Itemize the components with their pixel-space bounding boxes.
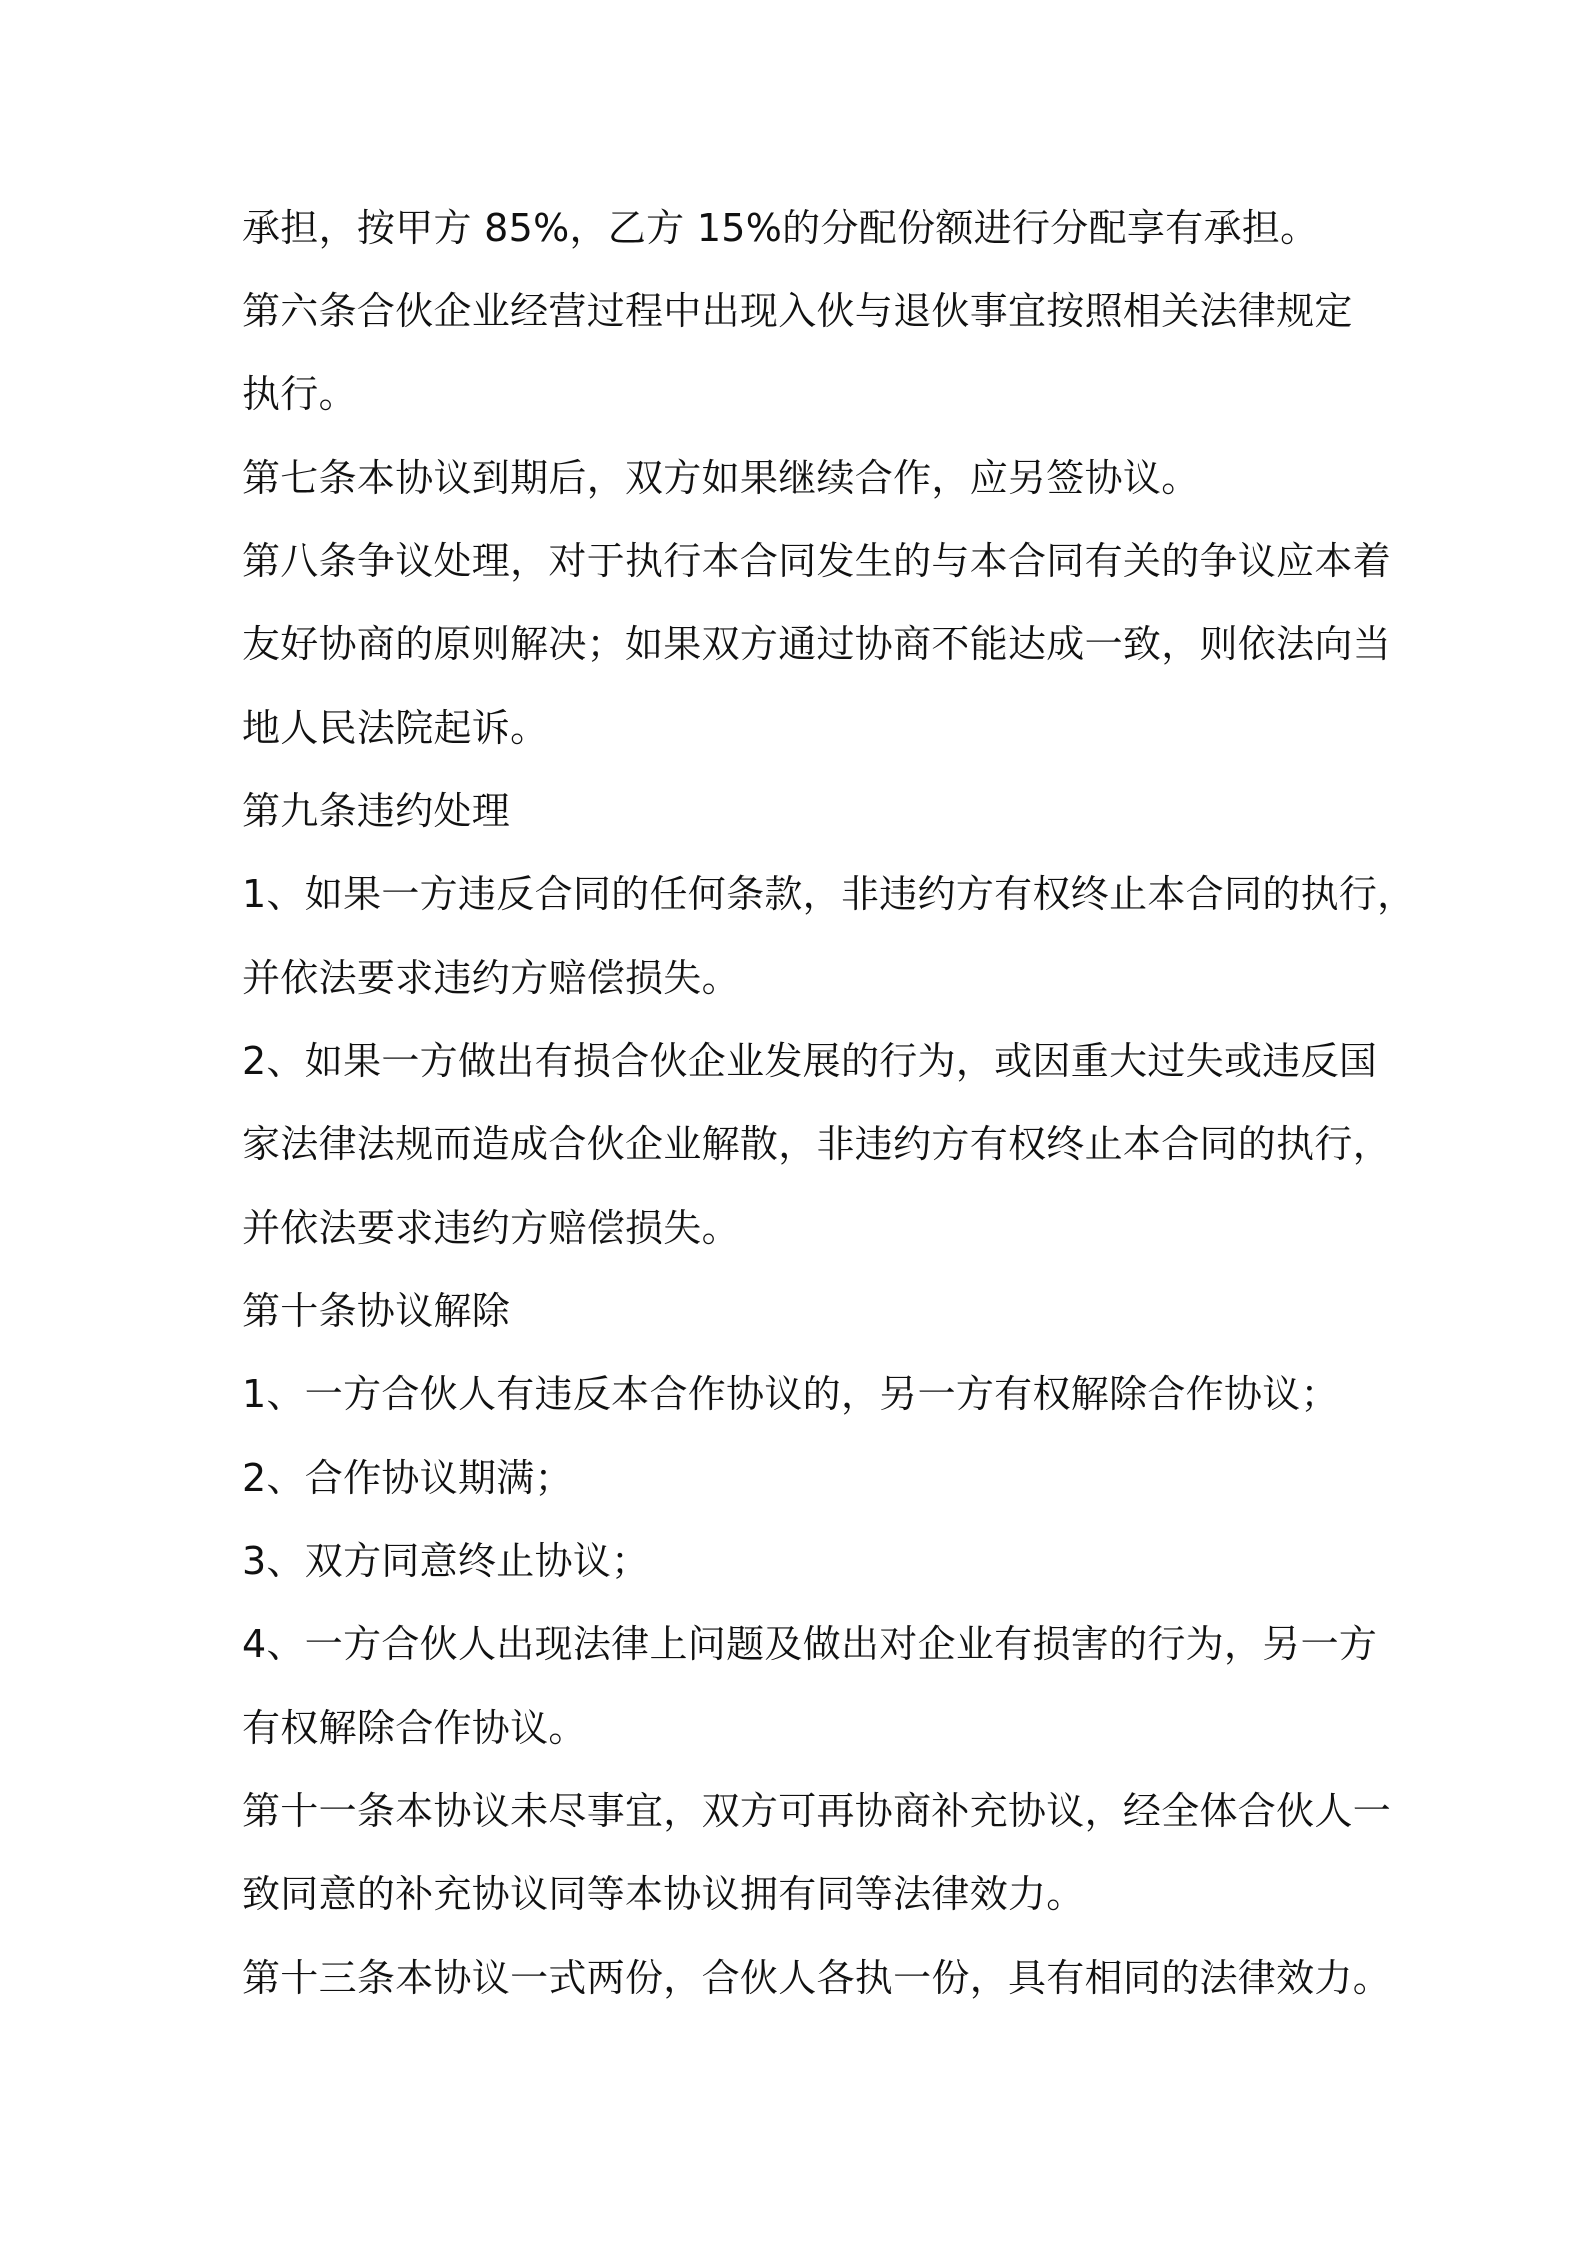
text-line: 第十条协议解除	[242, 1289, 511, 1333]
text-line: 第六条合伙企业经营过程中出现入伙与退伙事宜按照相关法律规定	[242, 289, 1353, 333]
text-line: 有权解除合作协议。	[242, 1706, 587, 1750]
text-line: 1、一方合伙人有违反本合作协议的，另一方有权解除合作协议；	[242, 1372, 1339, 1416]
text-line: 第七条本协议到期后，双方如果继续合作，应另签协议。	[242, 456, 1200, 500]
text-line: 家法律法规而造成合伙企业解散，非违约方有权终止本合同的执行，	[242, 1122, 1392, 1166]
text-line: 第十一条本协议未尽事宜，双方可再协商补充协议，经全体合伙人一	[242, 1789, 1392, 1833]
text-line: 并依法要求违约方赔偿损失。	[242, 956, 740, 1000]
text-line: 2、如果一方做出有损合伙企业发展的行为，或因重大过失或违反国	[242, 1039, 1378, 1083]
text-line: 3、双方同意终止协议；	[242, 1539, 650, 1583]
text-line: 第十三条本协议一式两份，合伙人各执一份，具有相同的法律效力。	[242, 1956, 1392, 2000]
text-line: 第九条违约处理	[242, 789, 511, 833]
text-line: 地人民法院起诉。	[242, 706, 549, 750]
text-line: 1、如果一方违反合同的任何条款，非违约方有权终止本合同的执行，	[242, 872, 1416, 916]
text-line: 并依法要求违约方赔偿损失。	[242, 1206, 740, 1250]
text-line: 4、一方合伙人出现法律上问题及做出对企业有损害的行为，另一方	[242, 1622, 1378, 1666]
text-line: 承担，按甲方 85%，乙方 15%的分配份额进行分配享有承担。	[242, 206, 1319, 250]
text-line: 致同意的补充协议同等本协议拥有同等法律效力。	[242, 1872, 1085, 1916]
text-line: 第八条争议处理，对于执行本合同发生的与本合同有关的争议应本着	[242, 539, 1392, 583]
text-line: 执行。	[242, 372, 357, 416]
text-line: 2、合作协议期满；	[242, 1456, 573, 1500]
text-line: 友好协商的原则解决；如果双方通过协商不能达成一致，则依法向当	[242, 622, 1392, 666]
